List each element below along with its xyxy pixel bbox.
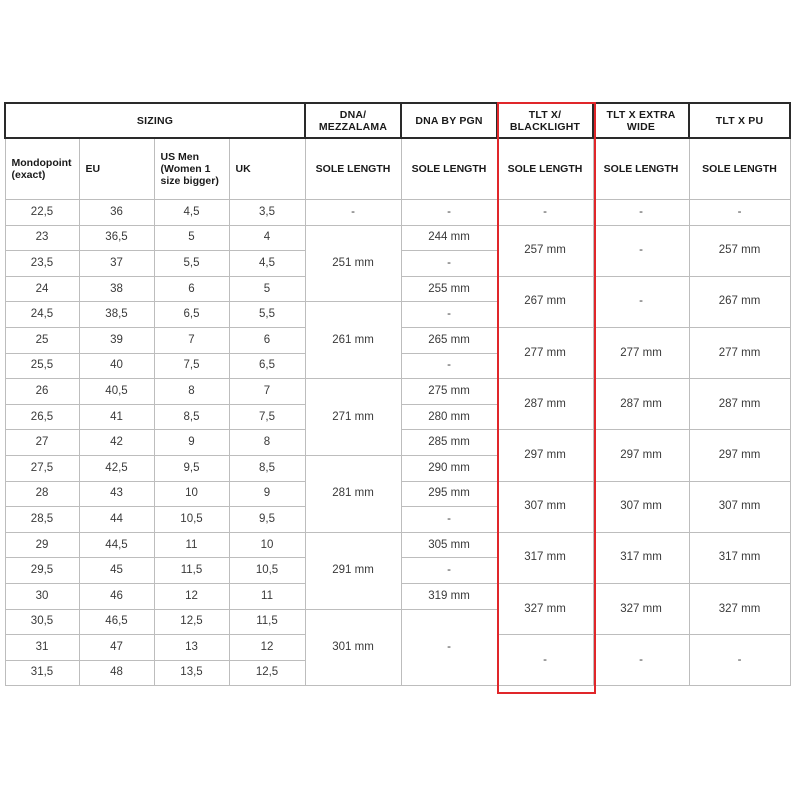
cell-tlt-x-extra-wide: 317 mm bbox=[593, 532, 689, 583]
cell-uk: 12,5 bbox=[229, 660, 305, 686]
cell-dna-mezzalama: 291 mm bbox=[305, 532, 401, 609]
cell-uk: 3,5 bbox=[229, 200, 305, 226]
cell-eu: 43 bbox=[79, 481, 154, 507]
cell-eu: 44 bbox=[79, 507, 154, 533]
cell-eu: 46 bbox=[79, 583, 154, 609]
cell-tlt-x-blacklight: 317 mm bbox=[497, 532, 593, 583]
cell-dna-by-pgn: 255 mm bbox=[401, 276, 497, 302]
cell-tlt-x-blacklight: 257 mm bbox=[497, 225, 593, 276]
cell-dna-mezzalama: - bbox=[305, 200, 401, 226]
cell-tlt-x-pu: - bbox=[689, 635, 790, 686]
cell-uk: 7 bbox=[229, 379, 305, 405]
cell-eu: 48 bbox=[79, 660, 154, 686]
cell-dna-mezzalama: 261 mm bbox=[305, 302, 401, 379]
cell-us-men: 10 bbox=[154, 481, 229, 507]
cell-tlt-x-pu: 267 mm bbox=[689, 276, 790, 327]
size-chart bbox=[4, 102, 789, 693]
subheader-sole-length-tltx: SOLE LENGTH bbox=[497, 138, 593, 200]
cell-tlt-x-extra-wide: 277 mm bbox=[593, 327, 689, 378]
cell-mondopoint: 24,5 bbox=[5, 302, 79, 328]
cell-us-men: 9,5 bbox=[154, 455, 229, 481]
cell-us-men: 8,5 bbox=[154, 404, 229, 430]
cell-mondopoint: 30,5 bbox=[5, 609, 79, 635]
cell-us-men: 13 bbox=[154, 635, 229, 661]
size-table bbox=[4, 102, 791, 686]
cell-us-men: 9 bbox=[154, 430, 229, 456]
subheader-row bbox=[5, 138, 790, 200]
cell-dna-by-pgn: - bbox=[401, 507, 497, 533]
cell-tlt-x-blacklight: 307 mm bbox=[497, 481, 593, 532]
cell-us-men: 12,5 bbox=[154, 609, 229, 635]
cell-mondopoint: 29 bbox=[5, 532, 79, 558]
cell-dna-by-pgn: 280 mm bbox=[401, 404, 497, 430]
cell-us-men: 10,5 bbox=[154, 507, 229, 533]
cell-tlt-x-blacklight: 287 mm bbox=[497, 379, 593, 430]
cell-dna-by-pgn: - bbox=[401, 609, 497, 686]
cell-tlt-x-pu: 297 mm bbox=[689, 430, 790, 481]
cell-tlt-x-pu: 287 mm bbox=[689, 379, 790, 430]
cell-eu: 40 bbox=[79, 353, 154, 379]
cell-eu: 47 bbox=[79, 635, 154, 661]
cell-mondopoint: 22,5 bbox=[5, 200, 79, 226]
cell-mondopoint: 28,5 bbox=[5, 507, 79, 533]
cell-uk: 9 bbox=[229, 481, 305, 507]
cell-tlt-x-blacklight: 297 mm bbox=[497, 430, 593, 481]
cell-uk: 8,5 bbox=[229, 455, 305, 481]
cell-eu: 42,5 bbox=[79, 455, 154, 481]
size-row bbox=[5, 200, 790, 226]
cell-uk: 9,5 bbox=[229, 507, 305, 533]
header-tlt-x-blacklight: TLT X/ BLACKLIGHT bbox=[497, 103, 593, 138]
cell-dna-by-pgn: 305 mm bbox=[401, 532, 497, 558]
cell-uk: 5 bbox=[229, 276, 305, 302]
cell-dna-by-pgn: 295 mm bbox=[401, 481, 497, 507]
cell-uk: 10,5 bbox=[229, 558, 305, 584]
cell-mondopoint: 24 bbox=[5, 276, 79, 302]
header-tlt-x-extra-wide: TLT X EXTRA WIDE bbox=[593, 103, 689, 138]
cell-mondopoint: 27,5 bbox=[5, 455, 79, 481]
subheader-sole-length-dna: SOLE LENGTH bbox=[305, 138, 401, 200]
cell-us-men: 5,5 bbox=[154, 251, 229, 277]
cell-mondopoint: 30 bbox=[5, 583, 79, 609]
cell-tlt-x-extra-wide: - bbox=[593, 225, 689, 276]
cell-tlt-x-extra-wide: 307 mm bbox=[593, 481, 689, 532]
cell-eu: 45 bbox=[79, 558, 154, 584]
cell-tlt-x-blacklight: 327 mm bbox=[497, 583, 593, 634]
cell-us-men: 8 bbox=[154, 379, 229, 405]
cell-dna-by-pgn: 265 mm bbox=[401, 327, 497, 353]
cell-eu: 36 bbox=[79, 200, 154, 226]
cell-eu: 38,5 bbox=[79, 302, 154, 328]
cell-uk: 4,5 bbox=[229, 251, 305, 277]
cell-us-men: 11 bbox=[154, 532, 229, 558]
cell-dna-mezzalama: 281 mm bbox=[305, 455, 401, 532]
cell-mondopoint: 29,5 bbox=[5, 558, 79, 584]
cell-mondopoint: 31 bbox=[5, 635, 79, 661]
cell-dna-by-pgn: - bbox=[401, 353, 497, 379]
cell-tlt-x-extra-wide: 327 mm bbox=[593, 583, 689, 634]
subheader-mondopoint: Mondopoint (exact) bbox=[5, 138, 79, 200]
cell-uk: 8 bbox=[229, 430, 305, 456]
cell-eu: 41 bbox=[79, 404, 154, 430]
cell-uk: 11,5 bbox=[229, 609, 305, 635]
cell-dna-by-pgn: - bbox=[401, 302, 497, 328]
cell-us-men: 7 bbox=[154, 327, 229, 353]
header-sizing: SIZING bbox=[5, 103, 305, 138]
cell-mondopoint: 25,5 bbox=[5, 353, 79, 379]
cell-dna-by-pgn: 275 mm bbox=[401, 379, 497, 405]
cell-mondopoint: 25 bbox=[5, 327, 79, 353]
cell-us-men: 5 bbox=[154, 225, 229, 251]
cell-dna-by-pgn: - bbox=[401, 200, 497, 226]
cell-us-men: 4,5 bbox=[154, 200, 229, 226]
cell-mondopoint: 23,5 bbox=[5, 251, 79, 277]
cell-eu: 39 bbox=[79, 327, 154, 353]
cell-uk: 7,5 bbox=[229, 404, 305, 430]
cell-dna-by-pgn: - bbox=[401, 251, 497, 277]
cell-dna-by-pgn: 244 mm bbox=[401, 225, 497, 251]
cell-tlt-x-blacklight: - bbox=[497, 200, 593, 226]
cell-eu: 37 bbox=[79, 251, 154, 277]
cell-mondopoint: 26 bbox=[5, 379, 79, 405]
cell-mondopoint: 23 bbox=[5, 225, 79, 251]
cell-tlt-x-extra-wide: - bbox=[593, 635, 689, 686]
cell-eu: 46,5 bbox=[79, 609, 154, 635]
cell-dna-mezzalama: 271 mm bbox=[305, 379, 401, 456]
cell-tlt-x-pu: 317 mm bbox=[689, 532, 790, 583]
size-row bbox=[5, 225, 790, 251]
subheader-sole-length-wide: SOLE LENGTH bbox=[593, 138, 689, 200]
cell-eu: 40,5 bbox=[79, 379, 154, 405]
cell-tlt-x-extra-wide: 297 mm bbox=[593, 430, 689, 481]
cell-eu: 44,5 bbox=[79, 532, 154, 558]
cell-mondopoint: 26,5 bbox=[5, 404, 79, 430]
cell-mondopoint: 31,5 bbox=[5, 660, 79, 686]
cell-tlt-x-pu: 257 mm bbox=[689, 225, 790, 276]
cell-tlt-x-pu: - bbox=[689, 200, 790, 226]
cell-dna-by-pgn: 290 mm bbox=[401, 455, 497, 481]
cell-eu: 36,5 bbox=[79, 225, 154, 251]
subheader-uk: UK bbox=[229, 138, 305, 200]
cell-tlt-x-blacklight: - bbox=[497, 635, 593, 686]
cell-uk: 5,5 bbox=[229, 302, 305, 328]
cell-dna-by-pgn: 319 mm bbox=[401, 583, 497, 609]
cell-tlt-x-extra-wide: - bbox=[593, 276, 689, 327]
cell-tlt-x-extra-wide: 287 mm bbox=[593, 379, 689, 430]
cell-tlt-x-blacklight: 267 mm bbox=[497, 276, 593, 327]
cell-us-men: 11,5 bbox=[154, 558, 229, 584]
cell-us-men: 13,5 bbox=[154, 660, 229, 686]
cell-tlt-x-pu: 327 mm bbox=[689, 583, 790, 634]
cell-uk: 6,5 bbox=[229, 353, 305, 379]
subheader-sole-length-pu: SOLE LENGTH bbox=[689, 138, 790, 200]
cell-us-men: 6 bbox=[154, 276, 229, 302]
cell-tlt-x-blacklight: 277 mm bbox=[497, 327, 593, 378]
cell-us-men: 7,5 bbox=[154, 353, 229, 379]
cell-dna-mezzalama: 251 mm bbox=[305, 225, 401, 302]
subheader-us-men: US Men (Women 1 size bigger) bbox=[154, 138, 229, 200]
header-row bbox=[5, 103, 790, 138]
size-row bbox=[5, 532, 790, 558]
cell-uk: 12 bbox=[229, 635, 305, 661]
cell-uk: 10 bbox=[229, 532, 305, 558]
header-dna-mezzalama: DNA/ MEZZALAMA bbox=[305, 103, 401, 138]
cell-us-men: 6,5 bbox=[154, 302, 229, 328]
cell-uk: 6 bbox=[229, 327, 305, 353]
cell-eu: 38 bbox=[79, 276, 154, 302]
cell-uk: 11 bbox=[229, 583, 305, 609]
cell-tlt-x-pu: 277 mm bbox=[689, 327, 790, 378]
subheader-sole-length-pgn: SOLE LENGTH bbox=[401, 138, 497, 200]
cell-dna-by-pgn: 285 mm bbox=[401, 430, 497, 456]
header-tlt-x-pu: TLT X PU bbox=[689, 103, 790, 138]
size-row bbox=[5, 379, 790, 405]
cell-mondopoint: 27 bbox=[5, 430, 79, 456]
cell-dna-by-pgn: - bbox=[401, 558, 497, 584]
cell-dna-mezzalama: 301 mm bbox=[305, 609, 401, 686]
cell-uk: 4 bbox=[229, 225, 305, 251]
cell-eu: 42 bbox=[79, 430, 154, 456]
cell-mondopoint: 28 bbox=[5, 481, 79, 507]
cell-tlt-x-pu: 307 mm bbox=[689, 481, 790, 532]
header-dna-by-pgn: DNA BY PGN bbox=[401, 103, 497, 138]
cell-us-men: 12 bbox=[154, 583, 229, 609]
subheader-eu: EU bbox=[79, 138, 154, 200]
cell-tlt-x-extra-wide: - bbox=[593, 200, 689, 226]
